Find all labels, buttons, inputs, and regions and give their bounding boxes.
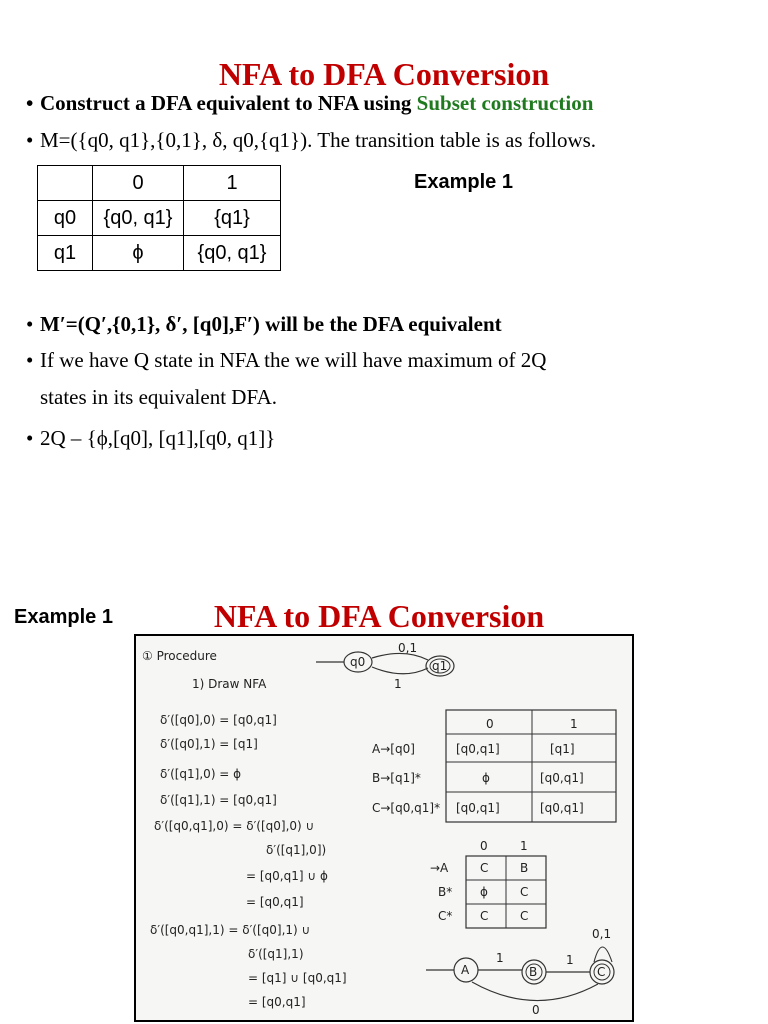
table-cell: {q0, q1} — [93, 201, 184, 236]
dfa-state-label: A — [461, 963, 470, 977]
nfa-edge-label: 0,1 — [398, 641, 418, 655]
dfa-table-cell: [q0,q1] — [540, 771, 584, 785]
slide-title-2: NFA to DFA Conversion — [213, 598, 545, 634]
dfa-edge-label: 0 — [532, 1003, 540, 1017]
nfa-sketch — [316, 641, 454, 691]
dfa-table-cell: [q0,q1] — [456, 801, 500, 815]
dfa-transition-table — [372, 710, 616, 822]
renamed-table-cell: C — [520, 909, 529, 923]
derivation-line: = [q0,q1] — [246, 895, 304, 909]
derivation-line: δ′([q0,q1],0) = δ′([q0],0) ∪ — [154, 819, 315, 833]
renamed-table-cell: B — [520, 861, 529, 875]
renamed-table-cell: →A — [430, 861, 449, 875]
nfa-state-label: q0 — [350, 655, 366, 669]
table-cell: {q0, q1} — [184, 236, 281, 271]
table-header-cell: 1 — [184, 166, 281, 201]
renamed-table-cell: B* — [438, 885, 453, 899]
renamed-table-cell: C* — [438, 909, 453, 923]
handwritten-notes-photo — [134, 634, 634, 1022]
procedure-heading: ① Procedure — [142, 649, 217, 663]
dfa-table-cell: [q0,q1] — [540, 801, 584, 815]
step-draw-nfa: 1) Draw NFA — [192, 677, 267, 691]
table-row — [38, 236, 281, 271]
derivation-line: δ′([q0],1) = [q1] — [160, 737, 258, 751]
table-cell: q0 — [38, 201, 93, 236]
derivation-line: = [q1] ∪ [q0,q1] — [248, 971, 347, 985]
dfa-diagram — [426, 927, 614, 1017]
bullet-nfa-definition: • M=({q0, q1},{0,1}, δ, q0,{q1}). The transition table is as follows. — [26, 128, 597, 152]
subset-construction-highlight: Subset construction — [416, 91, 594, 115]
derivation-line: = [q0,q1] — [248, 995, 306, 1009]
dfa-table-cell: A→[q0] — [372, 742, 415, 756]
example-label: Example 1 — [414, 171, 513, 193]
table-header-cell — [38, 166, 93, 201]
handwritten-notes-drawing — [136, 636, 632, 1020]
bullet-dfa-equivalent: • M′=(Q′,{0,1}, δ′, [q0],F′) will be the DFA equivalent — [26, 312, 502, 336]
dfa-table-header: 0 — [486, 717, 494, 731]
table-row — [38, 201, 281, 236]
dfa-table-cell: [q1] — [550, 742, 575, 756]
bullet-max-states-cont: states in its equivalent DFA. — [40, 385, 277, 409]
dfa-edge-label: 1 — [496, 951, 504, 965]
derivation-line: δ′([q1],0) = ϕ — [160, 767, 242, 781]
derivation-line: δ′([q0,q1],1) = δ′([q0],1) ∪ — [150, 923, 311, 937]
dfa-table-cell: [q0,q1] — [456, 742, 500, 756]
renamed-table-cell: C — [480, 909, 489, 923]
renamed-dfa-table — [430, 839, 546, 928]
renamed-table-header: 0 — [480, 839, 488, 853]
dfa-edge-label: 0,1 — [592, 927, 612, 941]
dfa-state-label: B — [529, 965, 538, 979]
derivation-line: δ′([q1],1) — [248, 947, 304, 961]
dfa-table-cell: B→[q1]* — [372, 771, 421, 785]
bullet-power-set: • 2Q – {ϕ,[q0], [q1],[q0, q1]} — [26, 426, 276, 450]
dfa-state-label: C — [597, 965, 606, 979]
nfa-state-label: q1 — [432, 659, 448, 673]
example-label-2: Example 1 — [14, 606, 113, 628]
derivation-line: δ′([q1],0]) — [266, 843, 327, 857]
slide-title: NFA to DFA Conversion — [218, 56, 550, 92]
dfa-edge-label: 1 — [566, 953, 574, 967]
bullet-subset-construction: • Construct a DFA equivalent to NFA using Subset construction — [26, 91, 594, 115]
renamed-table-cell: ϕ — [480, 885, 488, 899]
dfa-table-cell: C→[q0,q1]* — [372, 801, 441, 815]
dfa-table-header: 1 — [570, 717, 578, 731]
table-cell: {q1} — [184, 201, 281, 236]
derivation-lines — [150, 713, 347, 1009]
table-cell: q1 — [38, 236, 93, 271]
renamed-table-cell: C — [480, 861, 489, 875]
renamed-table-header: 1 — [520, 839, 528, 853]
table-header-cell: 0 — [93, 166, 184, 201]
dfa-table-cell: ϕ — [482, 771, 490, 785]
bullet-max-states: • If we have Q state in NFA the we will have maximum of 2Q — [26, 348, 547, 372]
derivation-line: δ′([q1],1) = [q0,q1] — [160, 793, 277, 807]
table-cell: ϕ — [93, 236, 184, 271]
derivation-line: δ′([q0],0) = [q0,q1] — [160, 713, 277, 727]
nfa-edge-label: 1 — [394, 677, 402, 691]
nfa-transition-table — [37, 165, 281, 271]
derivation-line: = [q0,q1] ∪ ϕ — [246, 869, 328, 883]
renamed-table-cell: C — [520, 885, 529, 899]
